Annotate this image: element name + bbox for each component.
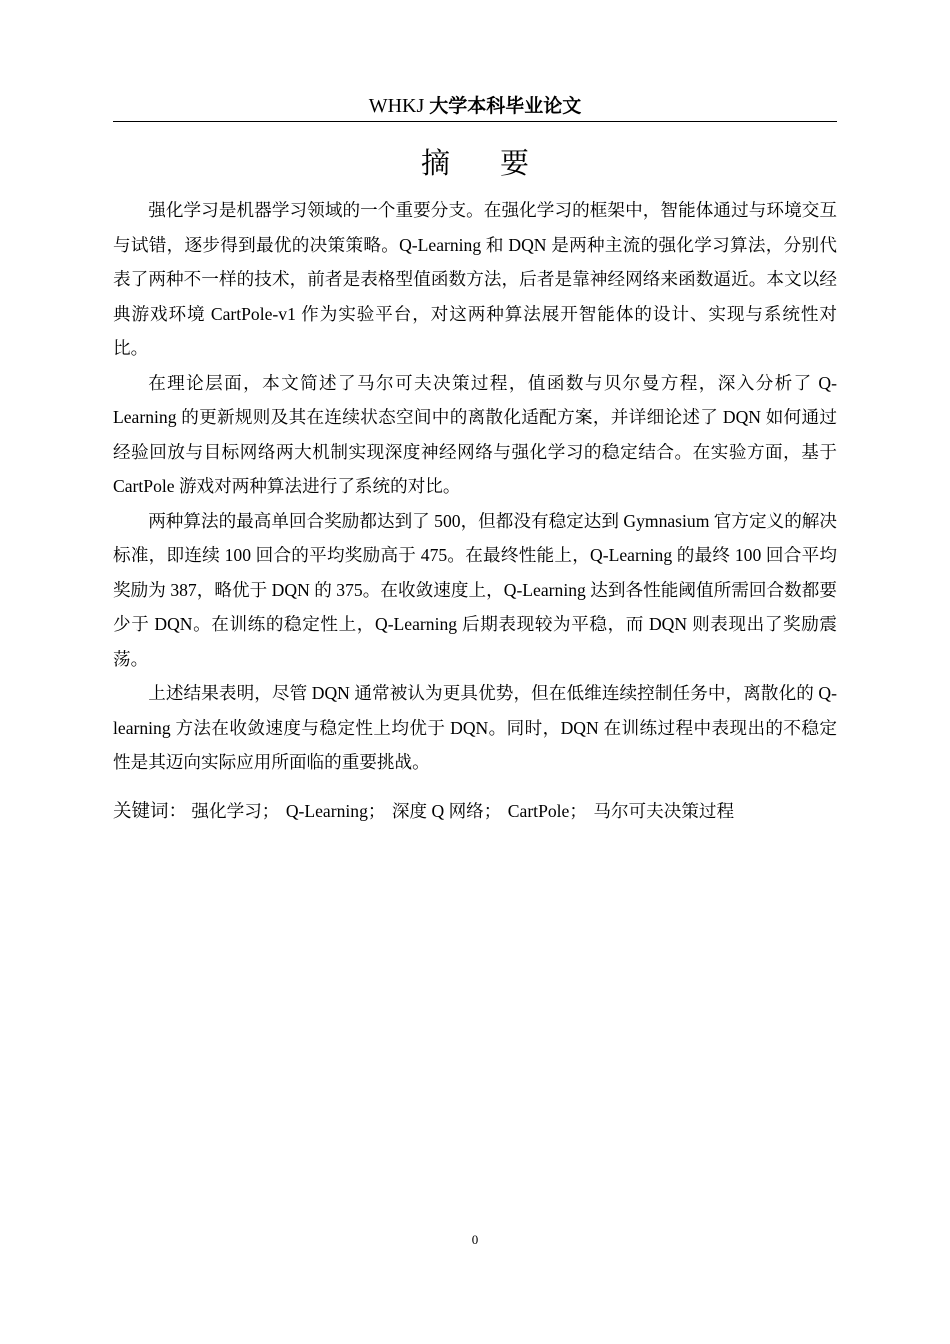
- running-header: [113, 92, 837, 120]
- keyword: 马尔可夫决策过程: [593, 801, 735, 821]
- header-divider: [113, 121, 837, 122]
- keywords-label: 关键词：: [113, 801, 188, 822]
- abstract-heading: 摘要: [420, 146, 579, 180]
- abstract-paragraph: 两种算法的最高单回合奖励都达到了 500，但都没有稳定达到 Gymnasium 官方定义的解决标准，即连续 100 回合的平均奖励高于 475。在最终性能上，Q-Learning 的最终 100 回合平均奖励为 387，略优于 DQN 的 375。在收敛速度上，Q-Learning 达到各性能阈值所需回合数都要少于 DQN。在训练的稳定性上，Q-Learning 后期表现较为平稳，而 DQN 则表现出了奖励震荡。: [113, 510, 837, 669]
- keyword: Q-Learning；: [285, 801, 386, 821]
- keywords-line: [113, 794, 837, 829]
- thesis-type-title: 大学本科毕业论文: [429, 95, 582, 117]
- abstract-paragraph: 强化学习是机器学习领域的一个重要分支。在强化学习的框架中，智能体通过与环境交互与试错，逐步得到最优的决策策略。Q-Learning 和 DQN 是两种主流的强化学习算法，分别代表了两种不一样的技术，前者是表格型值函数方法，后者是靠神经网络来函数逼近。本文以经典游戏环境 CartPole-v1 作为实验平台，对这两种算法展开智能体的设计、实现与系统性对比。: [113, 200, 837, 358]
- university-code: WHKJ: [368, 95, 425, 117]
- abstract-paragraph: 在理论层面，本文简述了马尔可夫决策过程，值函数与贝尔曼方程，深入分析了 Q-Learning 的更新规则及其在连续状态空间中的离散化适配方案，并详细论述了 DQN 如何通过经验回放与目标网络两大机制实现深度神经网络与强化学习的稳定结合。在实验方面，基于 CartPole 游戏对两种算法进行了系统的对比。: [113, 372, 837, 496]
- keyword: 深度 Q 网络；: [391, 801, 502, 821]
- keyword: 强化学习；: [191, 801, 280, 821]
- page-number: 0: [471, 1232, 479, 1247]
- keyword: CartPole；: [507, 801, 587, 821]
- abstract-paragraph: 上述结果表明，尽管 DQN 通常被认为更具优势，但在低维连续控制任务中，离散化的 Q-learning 方法在收敛速度与稳定性上均优于 DQN。同时，DQN 在训练过程中表现出的不稳定性是其迈向实际应用所面临的重要挑战。: [113, 683, 837, 772]
- abstract-body: [113, 193, 837, 780]
